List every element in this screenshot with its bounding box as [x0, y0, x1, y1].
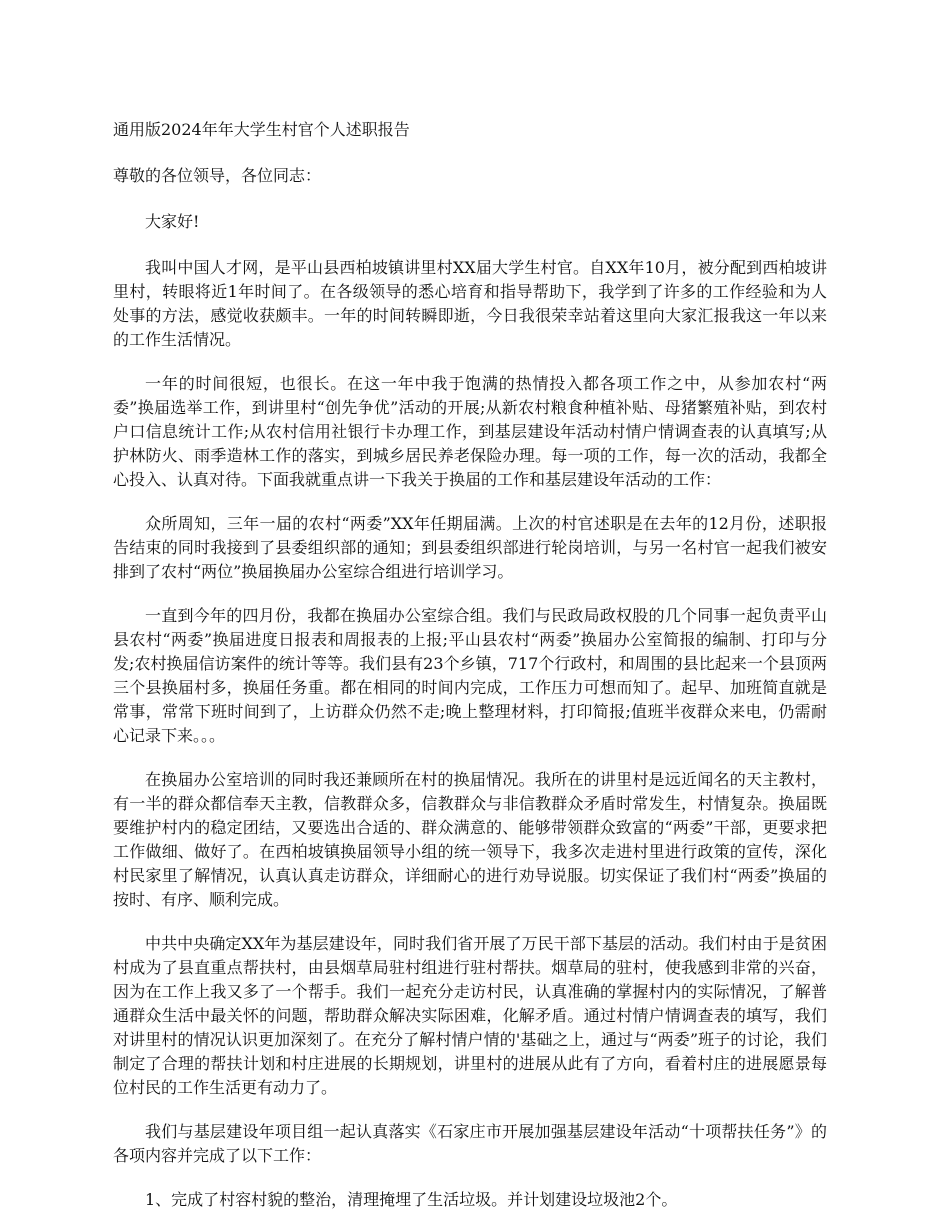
body-paragraph-item-1: 1、完成了村容村貌的整治，清理掩埋了生活垃圾。并计划建设垃圾池2个。	[145, 1190, 678, 1209]
greeting-paragraph: 大家好!	[145, 212, 200, 231]
body-paragraph-grassroots-year: 中共中央确定XX年为基层建设年，同时我们省开展了万民干部下基层的活动。我们村由于是贫困村成为了县直重点帮扶村，由县烟草局驻村组进行驻村帮扶。烟草局的驻村，使我感到非常的兴奋，因为在工作上我又多了一个帮手。我们一起充分走访村民，认真准确的掌握村内的实际情况，了解普通群众生活中最关怀的问题，帮助群众解决实际困难，化解矛盾。通过村情户情调查表的填写，我们对讲里村的情况认识更加深刻了。在充分了解村情户情的'基础之上，通过与“两委”班子的讨论，我们制定了合理的帮扶计划和村庄进展的长期规划，讲里村的进展从此有了方向，看着村庄的进展愿景每位村民的工作生活更有动力了。	[113, 934, 827, 1097]
document-title: 通用版2024年年大学生村官个人述职报告	[113, 120, 410, 139]
body-paragraph-project-tasks: 我们与基层建设年项目组一起认真落实《石家庄市开展加强基层建设年活动“十项帮扶任务”》的各项内容并完成了以下工作：	[113, 1122, 827, 1165]
body-paragraph-election-office: 一直到今年的四月份，我都在换届办公室综合组。我们与民政局政权股的几个同事一起负责平山县农村“两委”换届进度日报表和周报表的上报;平山县农村“两委”换届办公室简报的编制、打印与分发;农村换届信访案件的统计等等。我们县有23个乡镇，717个行政村，和周围的县比起来一个县顶两三个县换届村多，换届任务重。都在相同的时间内完成，工作压力可想而知了。起早、加班简直就是常事，常常下班时间到了，上访群众仍然不走;晚上整理材料，打印简报;值班半夜群众来电，仍需耐心记录下来。。。	[113, 606, 827, 745]
body-paragraph-intro: 我叫中国人才网，是平山县西柏坡镇讲里村XX届大学生村官。自XX年10月，被分配到西柏坡讲里村，转眼将近1年时间了。在各级领导的悉心培育和指导帮助下，我学到了许多的工作经验和为人处事的方法，感觉收获颇丰。一年的时间转瞬即逝，今日我很荣幸站着这里向大家汇报我这一年以来的工作生活情况。	[113, 258, 827, 349]
body-paragraph-training: 众所周知，三年一届的农村“两委”XX年任期届满。上次的村官述职是在去年的12月份，述职报告结束的同时我接到了县委组织部的通知；到县委组织部进行轮岗培训，与另一名村官一起我们被安排到了农村“两位”换届换届办公室综合组进行培训学习。	[113, 514, 827, 581]
body-paragraph-work-overview: 一年的时间很短，也很长。在这一年中我于饱满的热情投入都各项工作之中，从参加农村“两委”换届选举工作，到讲里村“创先争优”活动的开展;从新农村粮食种植补贴、母猪繁殖补贴，到农村户口信息统计工作;从农村信用社银行卡办理工作，到基层建设年活动村情户情调查表的认真填写;从护林防火、雨季造林工作的落实，到城乡居民养老保险办理。每一项的工作，每一次的活动，我都全心投入、认真对待。下面我就重点讲一下我关于换届的工作和基层建设年活动的工作：	[113, 374, 827, 489]
document-page	[113, 118, 827, 1232]
salutation: 尊敬的各位领导，各位同志：	[113, 166, 322, 185]
body-paragraph-village-election: 在换届办公室培训的同时我还兼顾所在村的换届情况。我所在的讲里村是远近闻名的天主教村，有一半的群众都信奉天主教，信教群众多，信教群众与非信教群众矛盾时常发生，村情复杂。换届既要维护村内的稳定团结，又要选出合适的、群众满意的、能够带领群众致富的“两委”干部，更要求把工作做细、做好了。在西柏坡镇换届领导小组的统一领导下，我多次走进村里进行政策的宣传，深化村民家里了解情况，认真认真走访群众，详细耐心的进行劝导说服。切实保证了我们村“两委”换届的按时、有序、顺利完成。	[113, 770, 827, 909]
